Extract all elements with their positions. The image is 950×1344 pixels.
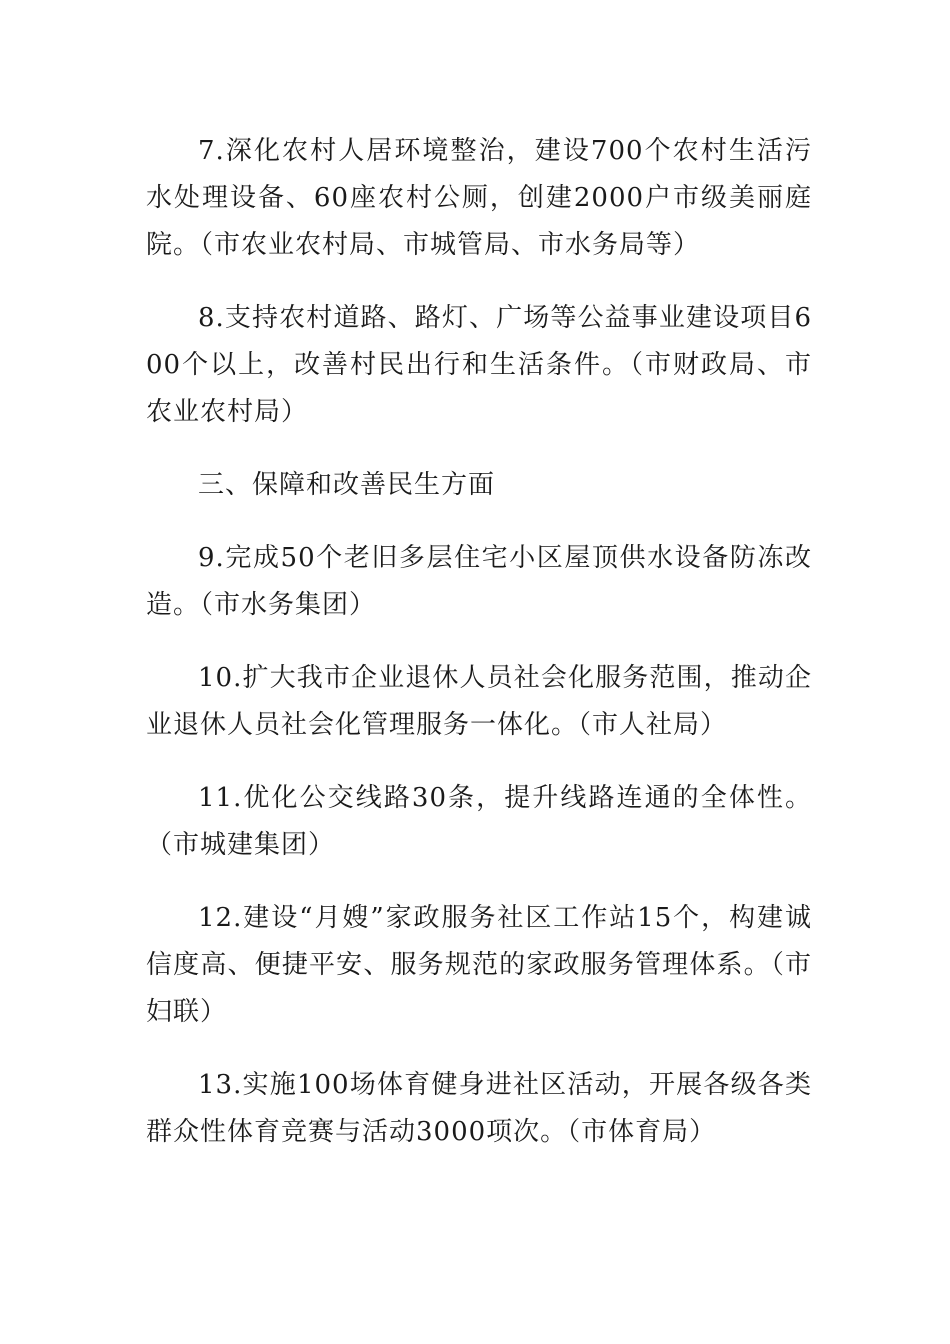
item-10: 10.扩大我市企业退休人员社会化服务范围，推动企业退休人员社会化管理服务一体化。（市人社局） xyxy=(146,663,812,740)
item-9: 9.完成50个老旧多层住宅小区屋顶供水设备防冻改造。（市水务集团） xyxy=(146,543,812,620)
document-body xyxy=(146,128,812,1182)
item-8: 8.支持农村道路、路灯、广场等公益事业建设项目600个以上，改善村民出行和生活条件。（市财政局、市农业农村局） xyxy=(146,303,812,427)
item-13: 13.实施100场体育健身进社区活动，开展各级各类群众性体育竞赛与活动3000项次。（市体育局） xyxy=(146,1070,812,1147)
section-heading: 三、保障和改善民生方面 xyxy=(198,470,496,500)
item-12: 12.建设“月嫂”家政服务社区工作站15个，构建诚信度高、便捷平安、服务规范的家政服务管理体系。（市妇联） xyxy=(146,903,812,1027)
item-7: 7.深化农村人居环境整治，建设700个农村生活污水处理设备、60座农村公厕，创建2000户市级美丽庭院。（市农业农村局、市城管局、市水务局等） xyxy=(146,136,812,260)
item-11: 11.优化公交线路30条，提升线路连通的全体性。（市城建集团） xyxy=(146,783,812,860)
